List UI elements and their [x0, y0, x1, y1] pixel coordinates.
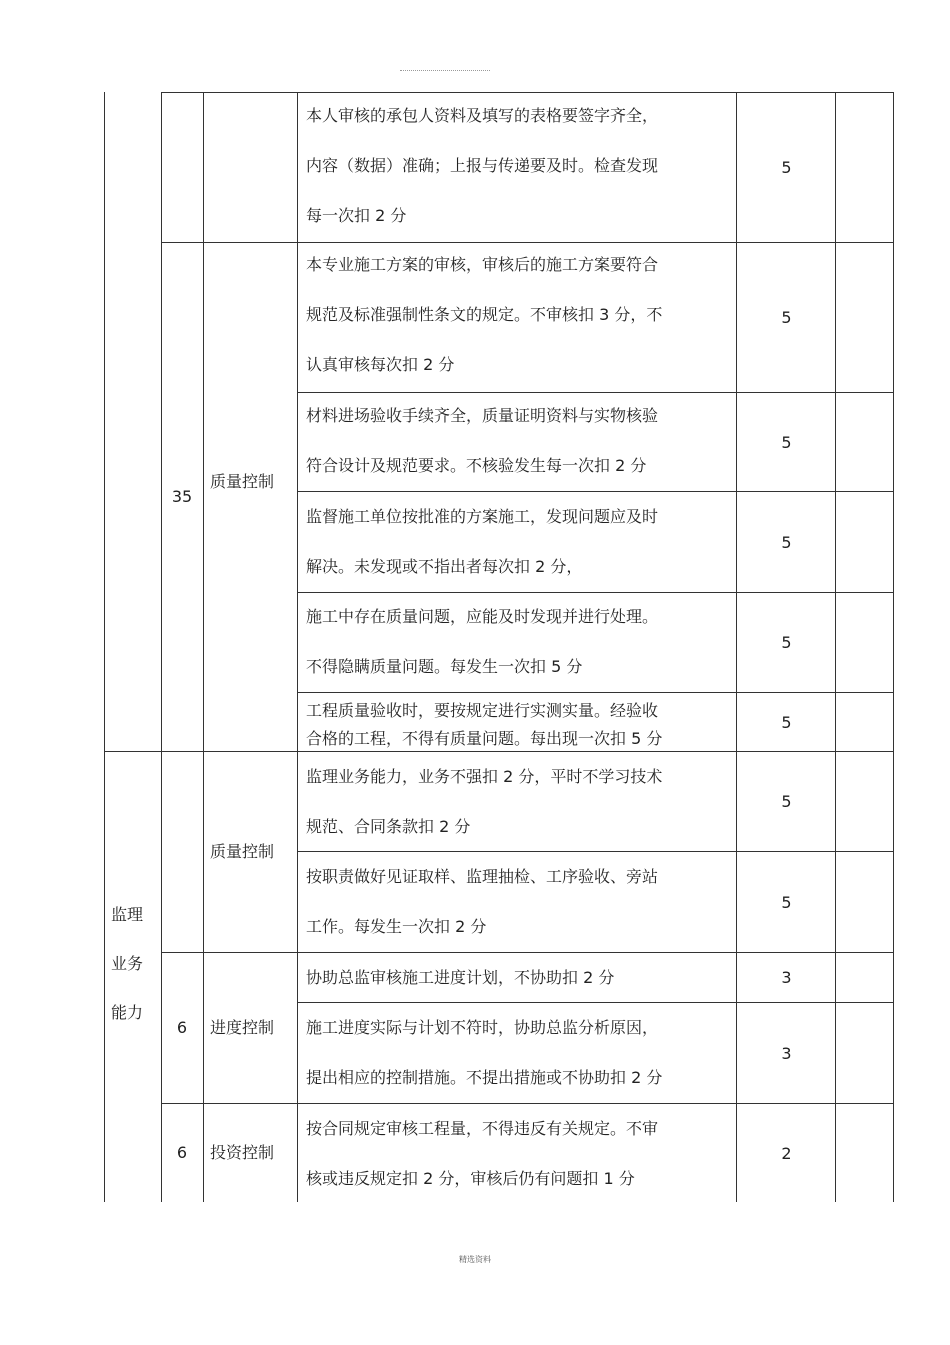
- score-cell: 5: [781, 308, 792, 327]
- criteria-line: 规范及标准强制性条文的规定。不审核扣 3 分，不: [306, 305, 663, 324]
- criteria-line: 提出相应的控制措施。不提出措施或不协助扣 2 分: [306, 1068, 663, 1087]
- score-cell: 5: [781, 158, 792, 177]
- table-divider-desc-left: [297, 92, 298, 1202]
- item-cell-quality: [204, 752, 297, 952]
- criteria-row-10: [306, 1003, 732, 1103]
- points-value: 6: [176, 1018, 188, 1037]
- criteria-line: 本人审核的承包人资料及填写的表格要签字齐全，: [306, 106, 659, 125]
- score-cell: 2: [781, 1143, 792, 1163]
- score-cell: 5: [781, 712, 792, 732]
- score-cell: 5: [781, 633, 792, 652]
- page-footer: 精选资料: [459, 1255, 491, 1264]
- table-border-left: [104, 92, 105, 1202]
- category-line: 监理: [111, 905, 144, 924]
- criteria-line: 认真审核每次扣 2 分: [306, 355, 455, 374]
- criteria-row-9: [306, 953, 732, 1003]
- score-cell: 5: [781, 432, 792, 452]
- criteria-line: 本专业施工方案的审核，审核后的施工方案要符合: [306, 255, 659, 274]
- criteria-line: 每一次扣 2 分: [306, 206, 407, 225]
- item-cell-investment: [204, 1104, 297, 1202]
- criteria-line: 合格的工程，不得有质量问题。每出现一次扣 5 分: [306, 729, 663, 748]
- item-cell-quality: [204, 243, 297, 721]
- points-value: 35: [171, 487, 193, 506]
- criteria-line: 解决。未发现或不指出者每次扣 2 分，: [306, 557, 583, 576]
- criteria-line: 协助总监审核施工进度计划，不协助扣 2 分: [306, 968, 615, 987]
- criteria-row-8: [306, 852, 732, 952]
- criteria-line: 不得隐瞒质量问题。每发生一次扣 5 分: [306, 657, 583, 676]
- points-cell-investment: [162, 1104, 202, 1202]
- criteria-line: 施工中存在质量问题，应能及时发现并进行处理。: [306, 607, 659, 626]
- criteria-row-7: [306, 752, 732, 852]
- score-cell: 5: [781, 792, 792, 811]
- criteria-line: 符合设计及规范要求。不核验发生每一次扣 2 分: [306, 456, 647, 475]
- criteria-line: 施工进度实际与计划不符时，协助总监分析原因，: [306, 1018, 659, 1037]
- criteria-row-6: [306, 697, 732, 753]
- criteria-row-2: [306, 240, 732, 390]
- item-label: 质量控制: [210, 842, 275, 861]
- item-label: 投资控制: [210, 1143, 275, 1162]
- criteria-row-3: [306, 391, 732, 491]
- header-dotted-rule: [400, 70, 490, 71]
- criteria-row-4: [306, 492, 732, 592]
- criteria-line: 核或违反规定扣 2 分，审核后仍有问题扣 1 分: [306, 1169, 635, 1188]
- criteria-line: 工作。每发生一次扣 2 分: [306, 917, 487, 936]
- item-cell-progress: [204, 953, 297, 1103]
- score-cell: 3: [781, 1043, 792, 1063]
- category-label: [111, 905, 159, 1023]
- points-cell-quality: [162, 243, 202, 751]
- points-value: 6: [176, 1143, 188, 1162]
- criteria-line: 监督施工单位按批准的方案施工，发现问题应及时: [306, 507, 659, 526]
- criteria-line: 内容（数据）准确；上报与传递要及时。检查发现: [306, 156, 659, 175]
- criteria-line: 工程质量验收时，要按规定进行实测实量。经验收: [306, 701, 659, 720]
- criteria-line: 按职责做好见证取样、监理抽检、工序验收、旁站: [306, 867, 659, 886]
- criteria-line: 材料进场验收手续齐全，质量证明资料与实物核验: [306, 406, 659, 425]
- category-line: 业务: [111, 954, 144, 973]
- points-cell-progress: [162, 953, 202, 1103]
- item-label: 进度控制: [210, 1018, 275, 1037]
- score-cell: 5: [781, 892, 792, 912]
- criteria-row-5: [306, 592, 732, 692]
- score-cell: 5: [781, 532, 792, 552]
- category-line: 能力: [111, 1003, 144, 1022]
- table-border-right: [893, 92, 894, 1202]
- criteria-row-1: [306, 91, 732, 241]
- criteria-row-11: [306, 1104, 732, 1204]
- score-cell: 3: [781, 968, 792, 987]
- item-label: 质量控制: [210, 472, 275, 491]
- criteria-line: 监理业务能力，业务不强扣 2 分，平时不学习技术: [306, 767, 663, 786]
- criteria-line: 按合同规定审核工程量，不得违反有关规定。不审: [306, 1119, 659, 1138]
- criteria-line: 规范、合同条款扣 2 分: [306, 817, 471, 836]
